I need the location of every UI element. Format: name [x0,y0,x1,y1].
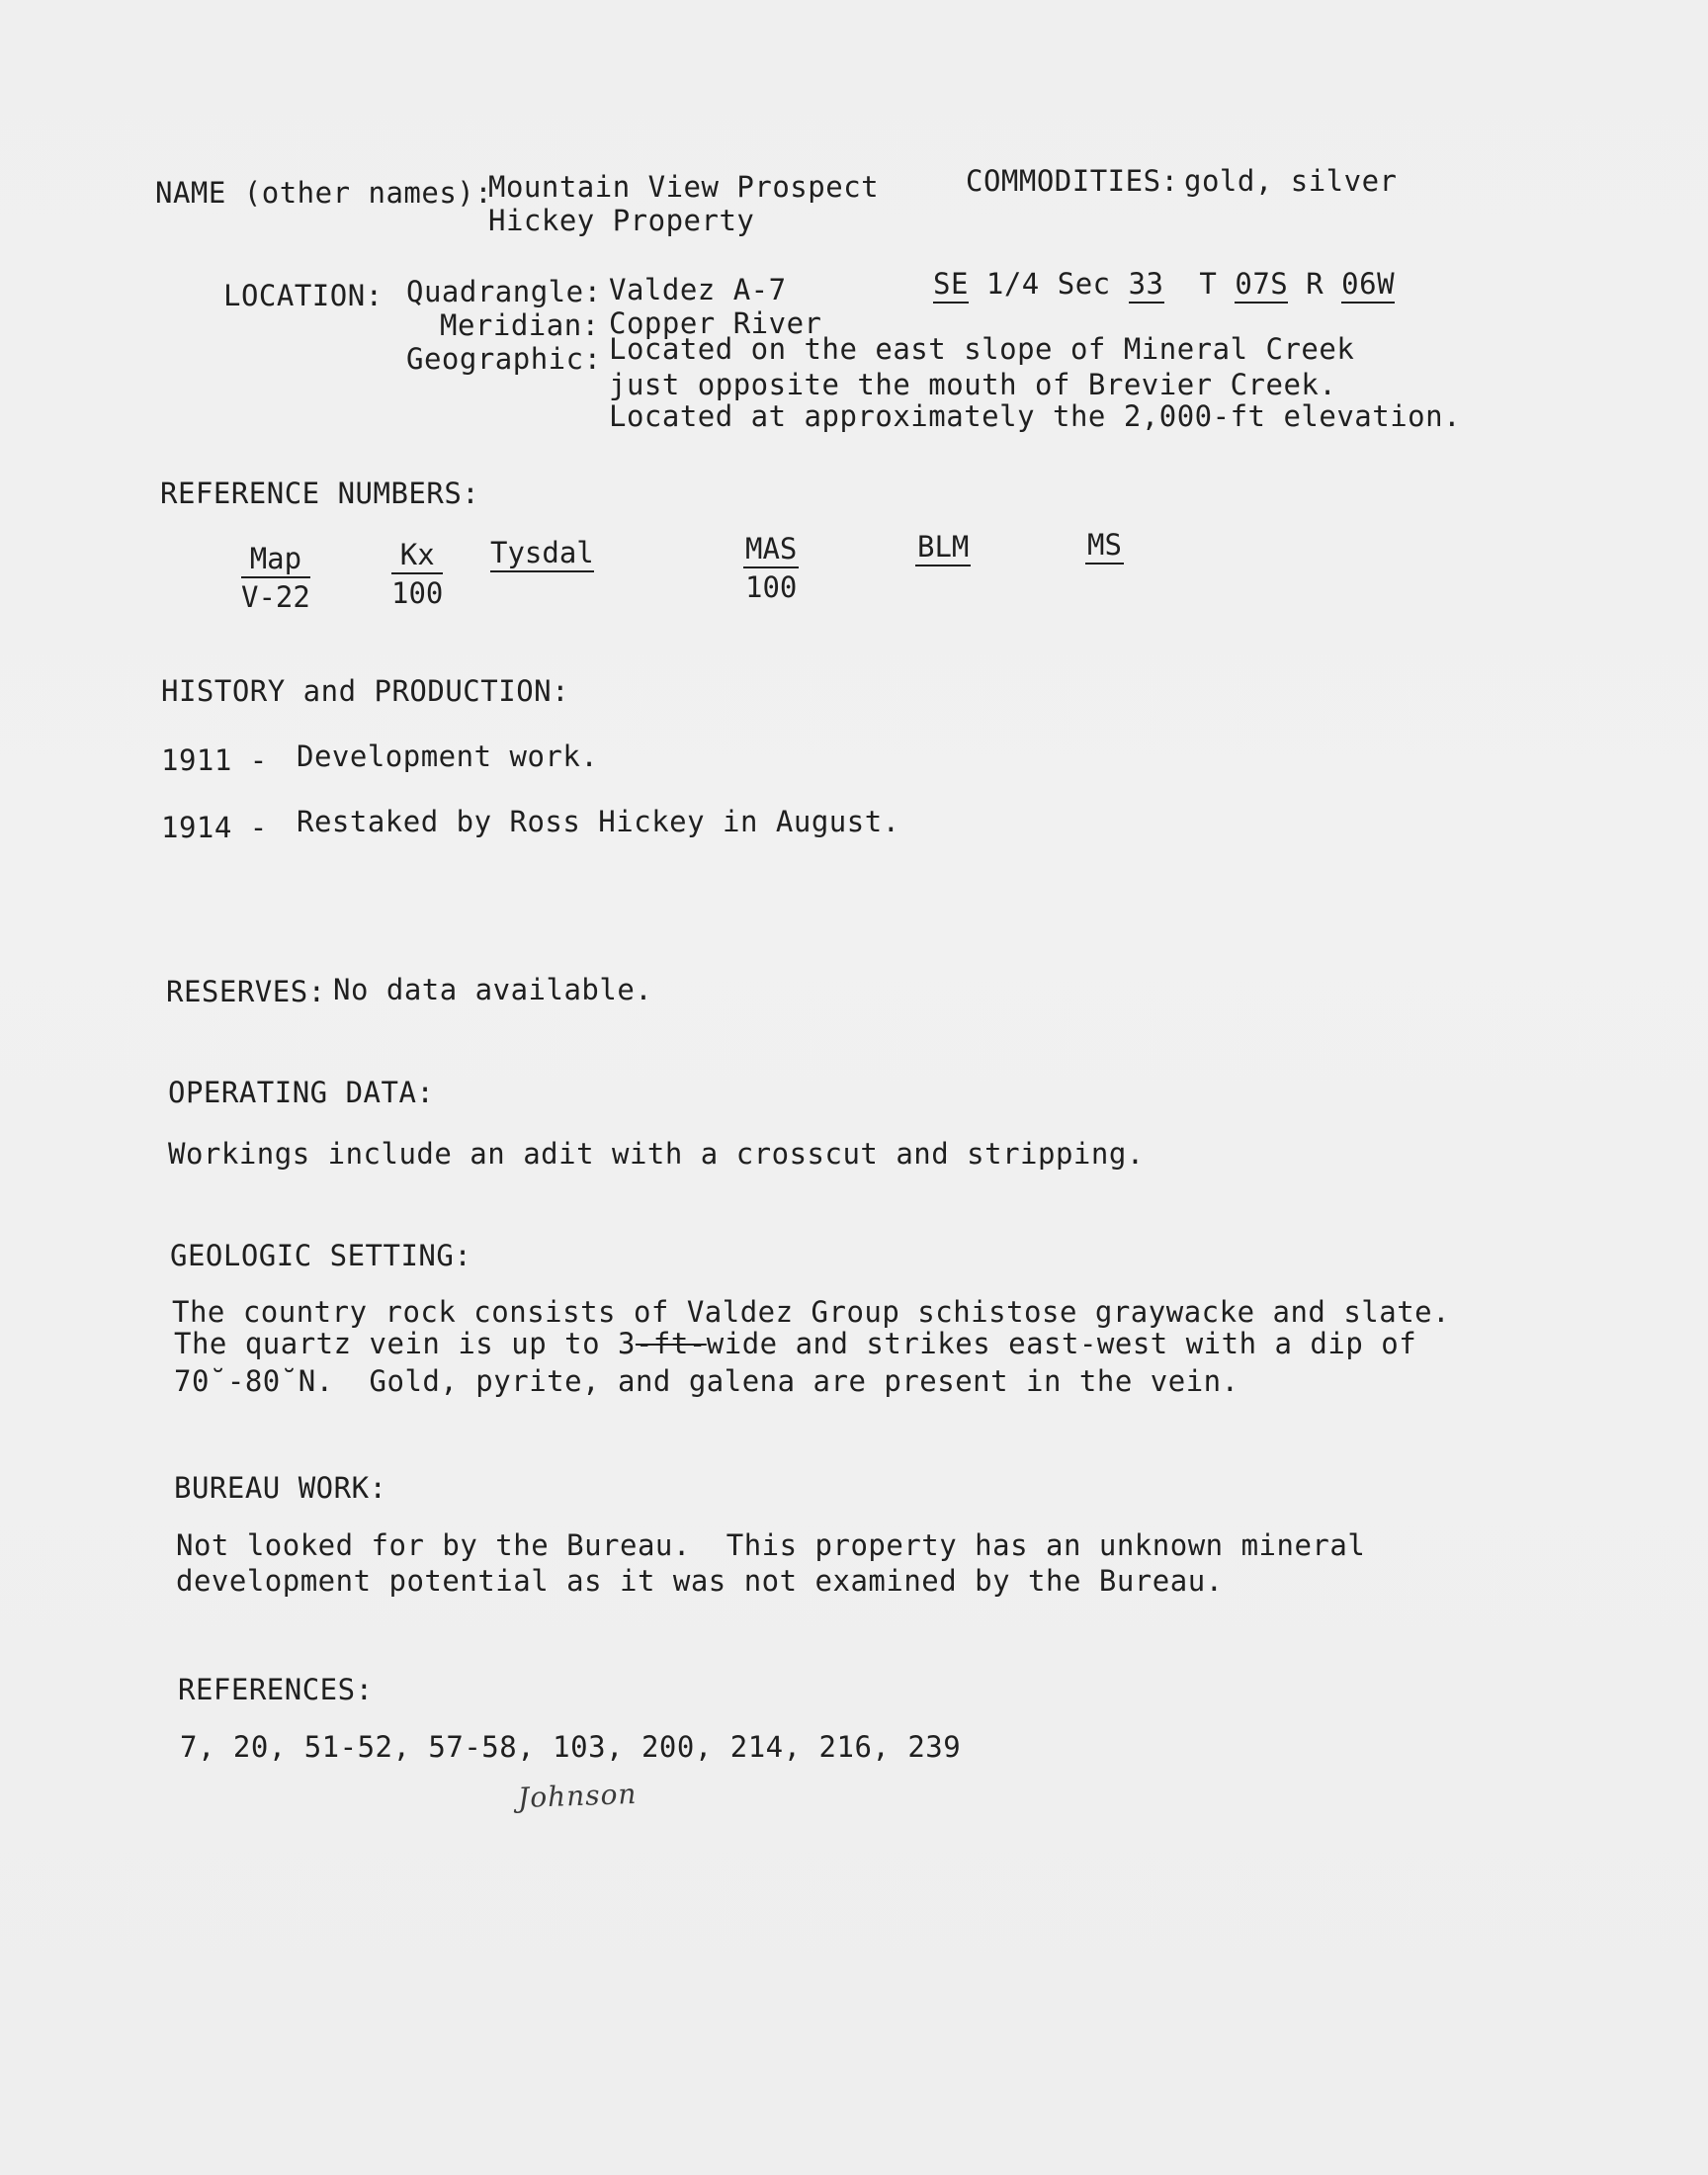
township-label: T [1199,267,1218,301]
ref-blm-value [915,566,971,568]
location-label: LOCATION: [223,279,384,312]
ref-tysdal-head: Tysdal [490,536,594,572]
meridian-label: Meridian: [440,308,600,342]
ref-map [241,542,310,614]
history-year-1: 1911 - [161,743,268,777]
ref-blm [915,530,971,568]
geographic-line-2: just opposite the mouth of Brevier Creek. [609,368,1337,401]
operating-label: OPERATING DATA: [168,1076,435,1109]
quarter-value: SE [933,267,969,304]
reference-numbers-label: REFERENCE NUMBERS: [160,477,480,510]
ref-kx [391,538,443,610]
geologic-line-1: The country rock consists of Valdez Group schistose graywacke and slate. [172,1295,1451,1329]
operating-text: Workings include an adit with a crosscut and stripping. [168,1137,1145,1171]
commodities-value: gold, silver [1184,164,1398,198]
history-label: HISTORY and PRODUCTION: [161,674,570,708]
township-value: 07S [1235,267,1288,304]
ref-map-value: V-22 [241,580,310,614]
geologic-line-3: 70˘-80˘N. Gold, pyrite, and galena are present in the vein. [174,1364,1239,1398]
name-primary: Mountain View Prospect [488,170,880,204]
ref-ms [1085,528,1124,566]
geographic-label: Geographic: [406,342,602,376]
ref-ms-head: MS [1085,528,1124,565]
history-text-2: Restaked by Ross Hickey in August. [297,805,900,838]
plss-line [933,267,1395,301]
geologic-line-2-strike: -ft- [635,1327,707,1360]
ref-blm-head: BLM [915,530,971,566]
name-label: NAME (other names): [155,176,493,210]
ref-ms-value [1085,565,1124,566]
section-value: 33 [1129,267,1164,304]
geographic-line-1: Located on the east slope of Mineral Creek [609,332,1355,366]
ref-mas-head: MAS [743,532,799,568]
range-value: 06W [1341,267,1395,304]
geologic-line-2-a: The quartz vein is up to 3 [174,1327,636,1360]
ref-kx-head: Kx [391,538,443,574]
bureau-label: BUREAU WORK: [174,1471,387,1505]
commodities-label: COMMODITIES: [966,164,1179,198]
name-other: Hickey Property [488,204,755,237]
bureau-line-1: Not looked for by the Bureau. This property has an unknown mineral [176,1528,1366,1562]
geologic-label: GEOLOGIC SETTING: [170,1239,472,1272]
reserves-label: RESERVES: [166,975,326,1008]
ref-mas [743,532,799,604]
ref-tysdal-value [490,572,594,574]
quadrangle-value: Valdez A-7 [609,273,787,306]
reserves-text: No data available. [333,973,653,1006]
history-year-2: 1914 - [161,811,268,844]
handwritten-signature: Johnson [517,1777,638,1815]
ref-map-head: Map [241,542,310,578]
references-text: 7, 20, 51-52, 57-58, 103, 200, 214, 216, 239 [180,1730,962,1764]
meridian-value: Copper River [609,306,822,340]
quadrangle-label: Quadrangle: [406,275,602,308]
bureau-line-2: development potential as it was not examined by the Bureau. [176,1564,1224,1598]
references-label: REFERENCES: [178,1673,374,1706]
geographic-line-3: Located at approximately the 2,000-ft elevation. [609,399,1462,433]
range-label: R [1306,267,1324,301]
geologic-line-2-b: wide and strikes east-west with a dip of [706,1327,1417,1360]
history-text-1: Development work. [297,740,599,773]
geologic-line-2 [174,1327,1416,1360]
ref-mas-value: 100 [745,570,798,604]
ref-kx-value: 100 [391,576,444,610]
quarter-suffix: 1/4 Sec [985,267,1111,301]
ref-tysdal [490,536,594,574]
